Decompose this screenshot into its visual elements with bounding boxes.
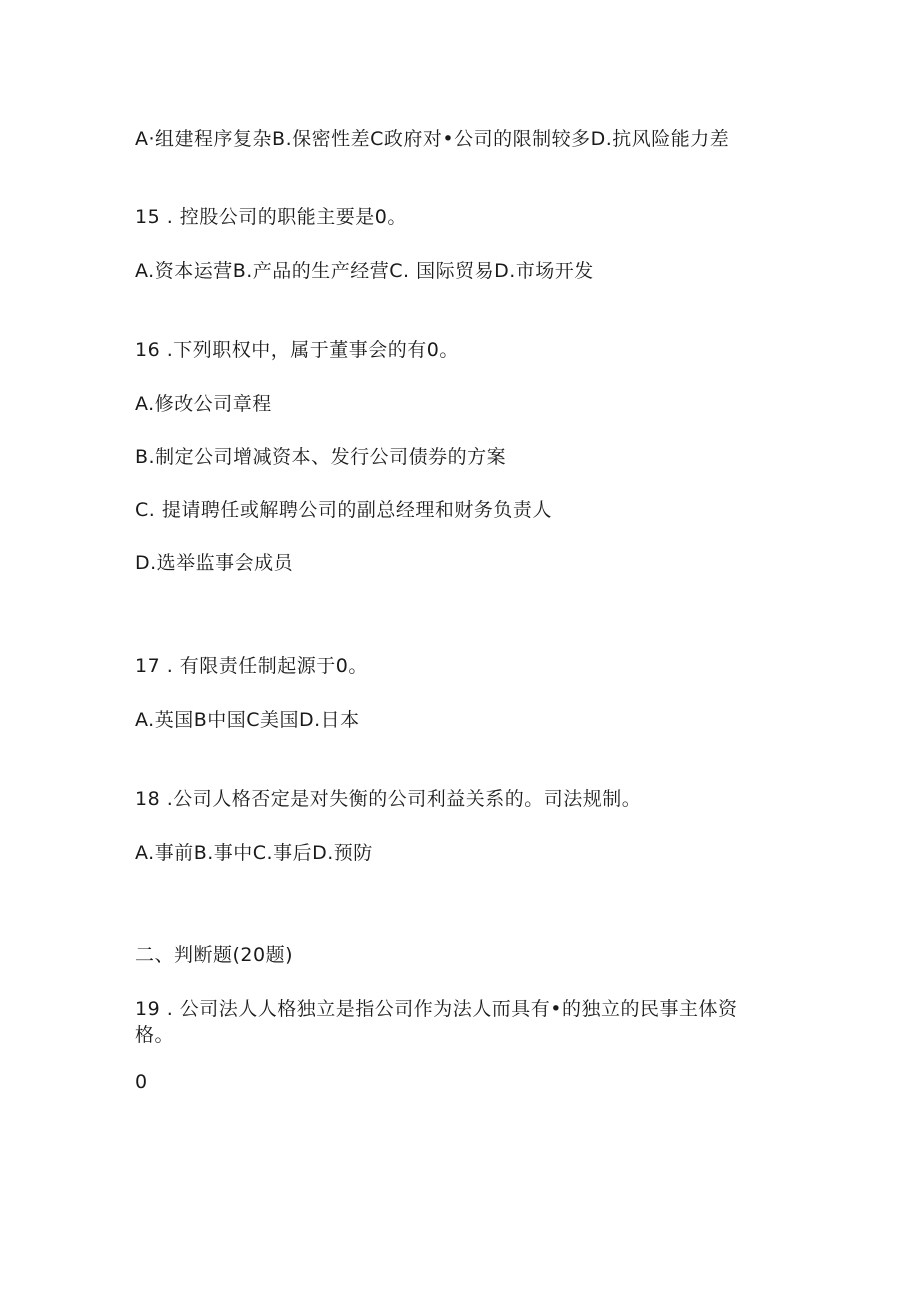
q16-question: 16 .下列职权中，属于董事会的有0。 [135, 339, 459, 361]
q15-question: 15 . 控股公司的职能主要是0。 [135, 206, 407, 228]
section-heading: 二、判断题(20题) [135, 944, 294, 966]
q17-question: 17 . 有限责任制起源于0。 [135, 655, 368, 677]
q17-options: A.英国B中国C美国D.日本 [135, 709, 360, 731]
q16-option-a: A.修改公司章程 [135, 393, 272, 415]
q15-options: A.资本运营B.产品的生产经营C. 国际贸易D.市场开发 [135, 260, 594, 282]
q16-option-d: D.选举监事会成员 [135, 552, 294, 574]
q16-option-b: B.制定公司增减资本、发行公司债券的方案 [135, 446, 507, 468]
q16-option-c: C. 提请聘任或解聘公司的副总经理和财务负责人 [135, 499, 552, 521]
q18-question: 18 .公司人格否定是对失衡的公司利益关系的。司法规制。 [135, 788, 642, 810]
q19-question: 19 . 公司法人人格独立是指公司作为法人而具有•的独立的民事主体资格。 [135, 998, 738, 1046]
q18-options: A.事前B.事中C.事后D.预防 [135, 842, 373, 864]
q19-answer-placeholder: 0 [135, 1071, 148, 1093]
q14-options: A·组建程序复杂B.保密性差C政府对•公司的限制较多D.抗风险能力差 [135, 128, 730, 150]
